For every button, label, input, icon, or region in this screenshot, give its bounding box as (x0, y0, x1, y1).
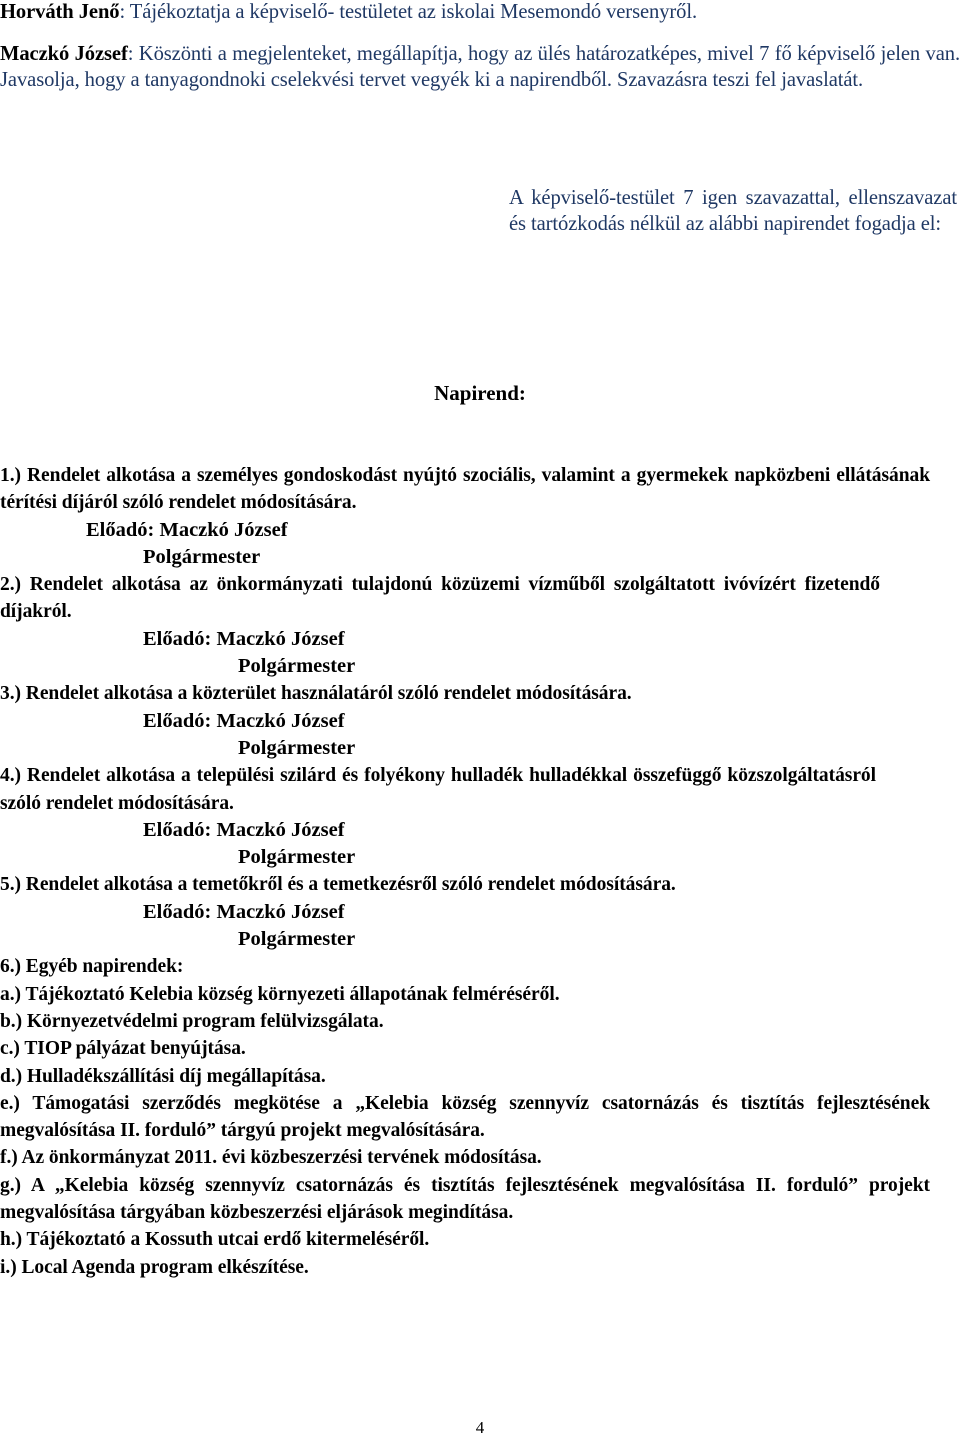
presenter-line: Előadó: Maczkó József (86, 518, 288, 541)
agenda-subitem-c: c.) TIOP pályázat benyújtása. (0, 1038, 246, 1060)
agenda-subitem-a: a.) Tájékoztató Kelebia község környezeti állapotának felméréséről. (0, 983, 560, 1005)
agenda-item-3: 3.) Rendelet alkotása a közterület használatáról szóló rendelet módosítására. (0, 683, 632, 705)
agenda-item-6: 6.) Egyéb napirendek: (0, 956, 184, 978)
agenda-item-2: 2.) Rendelet alkotása az önkormányzati tulajdonú közüzemi vízműből szolgáltatott ivóvízért fizetendő díjakról. (0, 574, 880, 623)
intro-text: : Tájékoztatja a képviselő- testületet az iskolai Mesemondó versenyről. (119, 1, 698, 23)
intro-paragraph-2 (0, 42, 960, 93)
presenter-role: Polgármester (238, 655, 356, 678)
agenda-subitem-i: i.) Local Agenda program elkészítése. (0, 1256, 309, 1278)
page-number: 4 (475, 1418, 485, 1437)
agenda-list (0, 462, 960, 1281)
agenda-subitem-b: b.) Környezetvédelmi program felülvizsgálata. (0, 1010, 384, 1032)
presenter-role: Polgármester (238, 846, 356, 869)
intro-paragraph-1 (0, 0, 960, 26)
agenda-subitem-d: d.) Hulladékszállítási díj megállapítása. (0, 1065, 326, 1087)
presenter-role: Polgármester (238, 928, 356, 951)
agenda-subitem-g: g.) A „Kelebia község szennyvíz csatornázás és tisztítás fejlesztésének megvalósítása II. forduló” projekt megvalósítása tárgyában közbeszerzési eljárások megindítása. (0, 1174, 930, 1224)
agenda-subitem-f: f.) Az önkormányzat 2011. évi közbeszerzési tervének módosítása. (0, 1147, 542, 1169)
speaker-name: Horváth Jenő (0, 1, 120, 23)
presenter-line: Előadó: Maczkó József (143, 900, 345, 923)
agenda-item-1: 1.) Rendelet alkotása a személyes gondoskodást nyújtó szociális, valamint a gyermekek napközbeni ellátásának térítési díjáról szóló rendelet módosítására. (0, 465, 930, 514)
resolution-text: A képviselő-testület 7 igen szavazattal, ellenszavazat és tartózkodás nélkül az alábbi napirendet fogadja el: (509, 187, 957, 235)
agenda-subitem-h: h.) Tájékoztató a Kossuth utcai erdő kitermeléséről. (0, 1229, 430, 1251)
presenter-line: Előadó: Maczkó József (143, 818, 345, 841)
agenda-item-5: 5.) Rendelet alkotása a temetőkről és a temetkezésről szóló rendelet módosítására. (0, 874, 676, 896)
agenda-subitem-e: e.) Támogatási szerződés megkötése a „Kelebia község szennyvíz csatornázás és tisztítás fejlesztésének megvalósítása II. forduló” tárgyú projekt megvalósítására. (0, 1092, 930, 1142)
presenter-line: Előadó: Maczkó József (143, 627, 345, 650)
presenter-role: Polgármester (143, 545, 261, 568)
presenter-line: Előadó: Maczkó József (143, 709, 345, 732)
intro-text: : Köszönti a megjelenteket, megállapítja, hogy az ülés határozatképes, mivel 7 fő képviselő jelen van. Javasolja, hogy a tanyagondnoki cselekvési tervet vegyék ki a napirendből. Szavazásra teszi fel javaslatát. (0, 43, 960, 91)
presenter-role: Polgármester (238, 736, 356, 759)
speaker-name: Maczkó József (0, 43, 128, 65)
agenda-title: Napirend: (434, 381, 526, 405)
agenda-item-4: 4.) Rendelet alkotása a települési szilárd és folyékony hulladék hulladékkal összefüggő közszolgáltatásról szóló rendelet módosítására. (0, 765, 876, 814)
